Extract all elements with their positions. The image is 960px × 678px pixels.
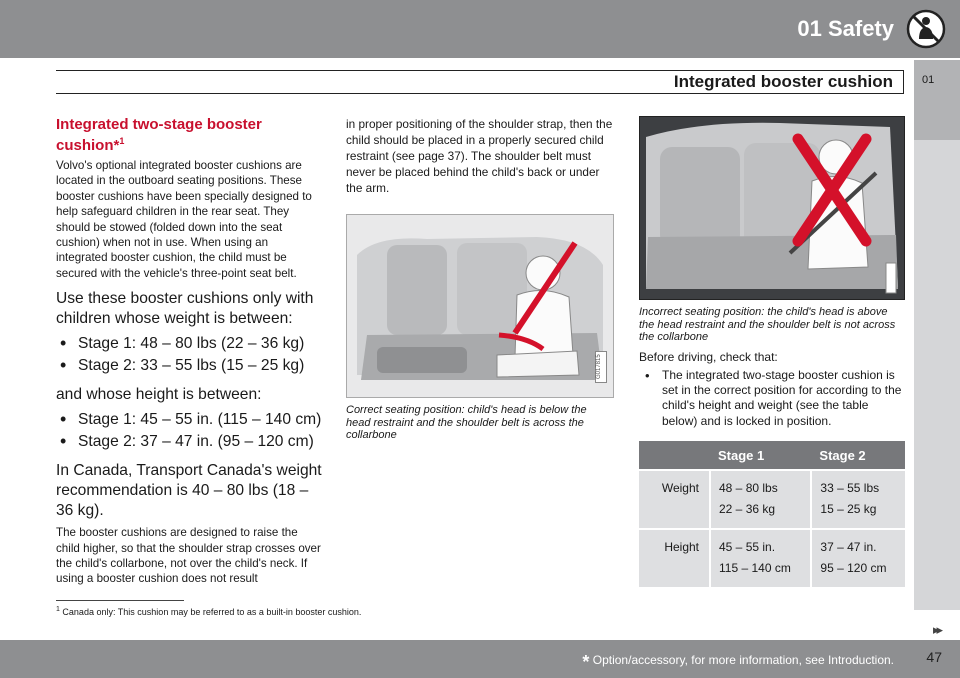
table-header-blank	[639, 441, 710, 470]
continued-paragraph: in proper positioning of the shoulder strap, then the child should be placed in a properly secured child restraint (see page 37). The shoulder belt must never be placed behind the child's back or under the arm.	[346, 117, 613, 195]
no-seatbelt-circle-icon	[906, 9, 946, 49]
page-number: 47	[926, 649, 942, 665]
header-bar	[0, 0, 960, 58]
height-lead: and whose height is between:	[56, 386, 262, 404]
side-strip	[914, 140, 960, 610]
table-header-stage2: Stage 2	[811, 441, 905, 470]
check-lead: Before driving, check that:	[639, 349, 778, 364]
list-item: • The integrated two-stage booster cushion is set in the correct position for according to the child's height and weight (see the table below) and is locked in position.	[639, 368, 905, 430]
canada-note: In Canada, Transport Canada's weight recommendation is 40 – 80 lbs (18 – 36 kg).	[56, 462, 322, 520]
footnote-rule	[56, 600, 184, 601]
footer-bar	[0, 640, 960, 678]
row-label: Height	[639, 529, 710, 587]
chapter-side-tab[interactable]	[914, 60, 960, 140]
weight-lead: Use these booster cushions only with children whose weight is between:	[56, 290, 314, 328]
correct-position-photo	[346, 214, 614, 398]
raise-paragraph: The booster cushions are designed to raise the child higher, so that the shoulder strap crosses over the child's collarbone, not over the child's neck. If using a booster cushion does not result	[56, 526, 321, 586]
table-cell: 37 – 47 in. 95 – 120 cm	[811, 529, 905, 587]
section-bar	[56, 70, 904, 94]
seat-illustration	[640, 117, 904, 299]
column-2	[346, 116, 614, 442]
stage-table	[639, 441, 905, 587]
next-page-arrows-icon[interactable]: ▸▸	[932, 622, 940, 637]
list-item: • Stage 2: 37 – 47 in. (95 – 120 cm)	[56, 431, 322, 453]
table-cell: 48 – 80 lbs 22 – 36 kg	[710, 470, 811, 529]
table-row	[639, 470, 905, 529]
table-header-row	[639, 441, 905, 470]
column-3	[639, 116, 905, 587]
seat-illustration	[347, 215, 613, 397]
column-1	[56, 116, 322, 587]
photo-caption: Correct seating position: child's head is below the head restraint and the shoulder belt is across the collarbone	[346, 404, 587, 441]
table-cell: 33 – 55 lbs 15 – 25 kg	[811, 470, 905, 529]
section-title: Integrated booster cushion	[673, 72, 893, 91]
list-item: • Stage 2: 33 – 55 lbs (15 – 25 kg)	[56, 355, 322, 377]
row-label: Weight	[639, 470, 710, 529]
photo-caption: Incorrect seating position: the child's head is above the head restraint and the shoulder belt is not across the collarbone	[639, 306, 896, 343]
table-row	[639, 529, 905, 587]
check-list	[639, 368, 905, 430]
height-list	[56, 409, 322, 453]
section-heading: Integrated two-stage booster cushion*$^1$	[56, 116, 262, 154]
footnote: $^1$ Canada only: This cushion may be referred to as a built-in booster cushion.	[56, 606, 362, 617]
chapter-title: 01 Safety	[797, 16, 894, 41]
intro-paragraph: Volvo's optional integrated booster cushions are located in the outboard seating positions. These booster cushions have been specially designed to help safeguard children in the rear seat. They should be stowed (folded down into the seat cushion) when not in use. When using an integrated booster cushion, the child must be secured with the vehicle's three-point seat belt.	[56, 159, 312, 280]
list-item: • Stage 1: 48 – 80 lbs (22 – 36 kg)	[56, 333, 322, 355]
table-cell: 45 – 55 in. 115 – 140 cm	[710, 529, 811, 587]
side-tab-label: 01	[922, 74, 935, 86]
incorrect-position-photo	[639, 116, 905, 300]
weight-list	[56, 333, 322, 377]
photo-code: G017815	[595, 351, 607, 383]
table-header-stage1: Stage 1	[710, 441, 811, 470]
list-item: • Stage 1: 45 – 55 in. (115 – 140 cm)	[56, 409, 322, 431]
footer-note: * Option/accessory, for more information, see Introduction.	[582, 652, 894, 672]
